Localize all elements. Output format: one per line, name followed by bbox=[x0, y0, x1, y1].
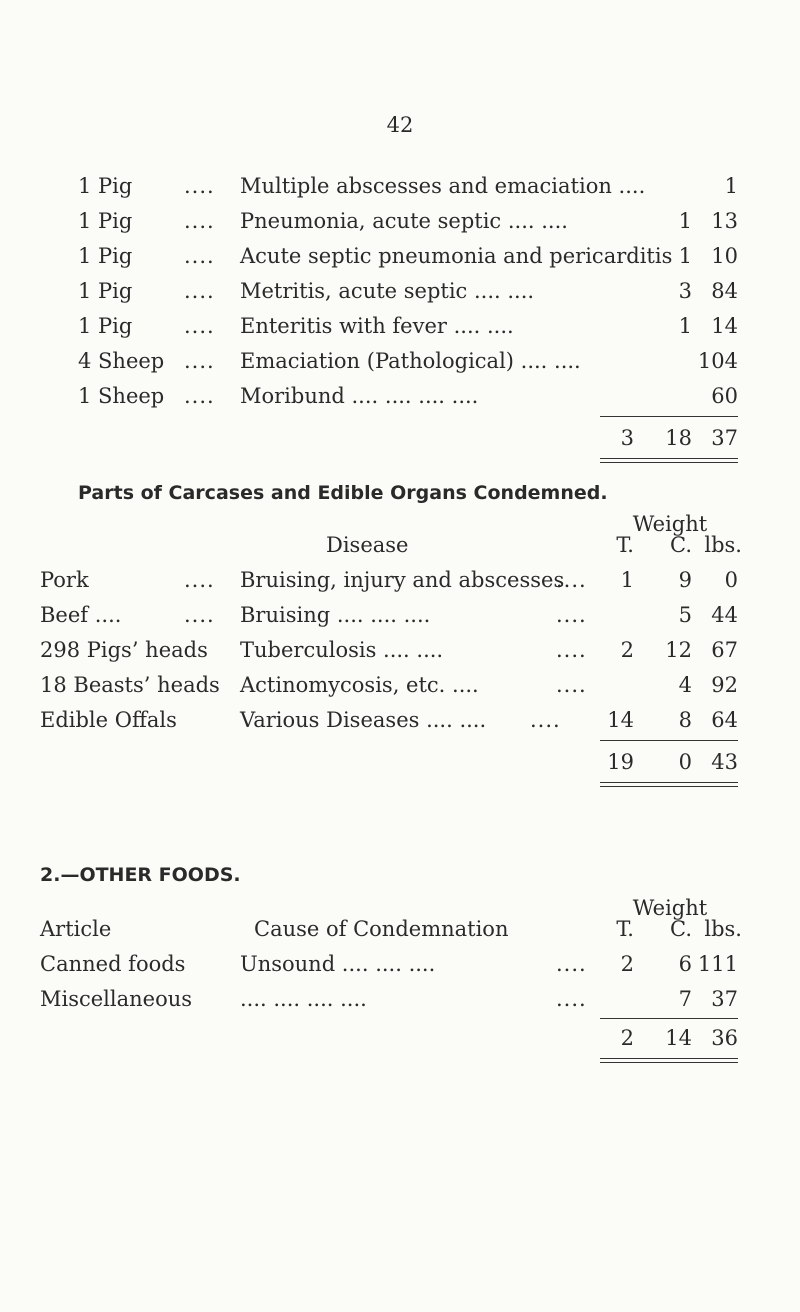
unit-lbs: lbs. bbox=[704, 917, 742, 941]
part-label: Beef .... bbox=[40, 603, 122, 627]
cause-label: .... .... .... .... bbox=[240, 987, 367, 1011]
weight-lbs: 104 bbox=[697, 349, 738, 373]
leader-dots: .... bbox=[556, 987, 587, 1011]
weight-tons: 1 bbox=[620, 568, 634, 592]
animal-label: 1 Pig bbox=[78, 244, 133, 268]
weight-lbs: 111 bbox=[697, 952, 738, 976]
total-cwt: 14 bbox=[665, 1026, 692, 1050]
animal-label: 1 Pig bbox=[78, 209, 133, 233]
leader-dots: .... bbox=[184, 209, 215, 233]
weight-lbs: 13 bbox=[711, 209, 738, 233]
weight-cwt: 7 bbox=[678, 987, 692, 1011]
total-lbs: 36 bbox=[711, 1026, 738, 1050]
weight-lbs: 0 bbox=[724, 568, 738, 592]
animal-label: 1 Pig bbox=[78, 314, 133, 338]
part-label: Edible Offals bbox=[40, 708, 177, 732]
disease-label: Multiple abscesses and emaciation .... bbox=[240, 174, 646, 198]
disease-label: Enteritis with fever .... .... bbox=[240, 314, 514, 338]
leader-dots: .... bbox=[556, 673, 587, 697]
animal-label: 1 Pig bbox=[78, 279, 133, 303]
weight-lbs: 84 bbox=[711, 279, 738, 303]
disease-label: Actinomycosis, etc. .... bbox=[240, 673, 479, 697]
leader-dots: .... bbox=[556, 638, 587, 662]
disease-label: Various Diseases .... .... bbox=[240, 708, 487, 732]
leader-dots: .... bbox=[184, 603, 215, 627]
section-heading: Parts of Carcases and Edible Organs Condemned. bbox=[78, 482, 608, 504]
weight-tons: 2 bbox=[620, 638, 634, 662]
animal-label: 1 Sheep bbox=[78, 384, 165, 408]
total-double-rule bbox=[600, 1058, 738, 1063]
disease-header: Disease bbox=[326, 533, 409, 557]
disease-label: Metritis, acute septic .... .... bbox=[240, 279, 535, 303]
article-label: Miscellaneous bbox=[40, 987, 193, 1011]
unit-tons: T. bbox=[616, 917, 634, 941]
disease-label: Bruising, injury and abscesses bbox=[240, 568, 565, 592]
unit-lbs: lbs. bbox=[704, 533, 742, 557]
leader-dots: .... bbox=[556, 603, 587, 627]
disease-label: Tuberculosis .... .... bbox=[240, 638, 444, 662]
weight-tons: 14 bbox=[607, 708, 634, 732]
weight-cwt: 9 bbox=[678, 568, 692, 592]
part-label: 298 Pigs’ heads bbox=[40, 638, 208, 662]
weight-lbs: 1 bbox=[724, 174, 738, 198]
total-tons: 3 bbox=[620, 426, 634, 450]
leader-dots: .... bbox=[184, 174, 215, 198]
weight-lbs: 67 bbox=[711, 638, 738, 662]
weight-lbs: 64 bbox=[711, 708, 738, 732]
total-lbs: 43 bbox=[711, 750, 738, 774]
weight-lbs: 10 bbox=[711, 244, 738, 268]
page-number: 42 bbox=[386, 113, 414, 137]
weight-lbs: 92 bbox=[711, 673, 738, 697]
section-heading: 2.—OTHER FOODS. bbox=[40, 864, 241, 886]
weight-cwt: 4 bbox=[678, 673, 692, 697]
weight-cwt: 6 bbox=[678, 952, 692, 976]
total-cwt: 18 bbox=[665, 426, 692, 450]
cause-label: Unsound .... .... .... bbox=[240, 952, 436, 976]
leader-dots: .... bbox=[556, 952, 587, 976]
weight-lbs: 14 bbox=[711, 314, 738, 338]
disease-label: Pneumonia, acute septic .... .... bbox=[240, 209, 568, 233]
weight-cwt: 12 bbox=[665, 638, 692, 662]
leader-dots: .... bbox=[184, 279, 215, 303]
weight-cwt: 1 bbox=[678, 244, 692, 268]
weight-cwt: 8 bbox=[678, 708, 692, 732]
unit-cwt: C. bbox=[670, 917, 692, 941]
cause-header: Cause of Condemnation bbox=[254, 917, 509, 941]
part-label: Pork bbox=[40, 568, 89, 592]
weight-cwt: 1 bbox=[678, 314, 692, 338]
leader-dots: .... bbox=[530, 708, 561, 732]
disease-label: Emaciation (Pathological) .... .... bbox=[240, 349, 581, 373]
weight-header: Weight bbox=[632, 512, 708, 536]
weight-cwt: 1 bbox=[678, 209, 692, 233]
weight-header: Weight bbox=[632, 896, 708, 920]
disease-label: Moribund .... .... .... .... bbox=[240, 384, 479, 408]
leader-dots: .... bbox=[184, 244, 215, 268]
total-lbs: 37 bbox=[711, 426, 738, 450]
weight-cwt: 3 bbox=[678, 279, 692, 303]
leader-dots: .... bbox=[184, 384, 215, 408]
subtotal-rule bbox=[600, 1018, 738, 1019]
total-cwt: 0 bbox=[678, 750, 692, 774]
leader-dots: .... bbox=[184, 568, 215, 592]
article-header: Article bbox=[40, 917, 112, 941]
total-tons: 2 bbox=[620, 1026, 634, 1050]
leader-dots: .... bbox=[184, 314, 215, 338]
weight-tons: 2 bbox=[620, 952, 634, 976]
weight-lbs: 60 bbox=[711, 384, 738, 408]
part-label: 18 Beasts’ heads bbox=[40, 673, 220, 697]
disease-label: Acute septic pneumonia and pericarditis bbox=[240, 244, 673, 268]
total-double-rule bbox=[600, 458, 738, 463]
weight-cwt: 5 bbox=[678, 603, 692, 627]
weight-lbs: 44 bbox=[711, 603, 738, 627]
leader-dots: .... bbox=[556, 568, 587, 592]
subtotal-rule bbox=[600, 740, 738, 741]
animal-label: 4 Sheep bbox=[78, 349, 165, 373]
weight-lbs: 37 bbox=[711, 987, 738, 1011]
leader-dots: .... bbox=[184, 349, 215, 373]
disease-label: Bruising .... .... .... bbox=[240, 603, 431, 627]
article-label: Canned foods bbox=[40, 952, 186, 976]
animal-label: 1 Pig bbox=[78, 174, 133, 198]
unit-tons: T. bbox=[616, 533, 634, 557]
unit-cwt: C. bbox=[670, 533, 692, 557]
subtotal-rule bbox=[600, 416, 738, 417]
total-double-rule bbox=[600, 782, 738, 787]
total-tons: 19 bbox=[607, 750, 634, 774]
